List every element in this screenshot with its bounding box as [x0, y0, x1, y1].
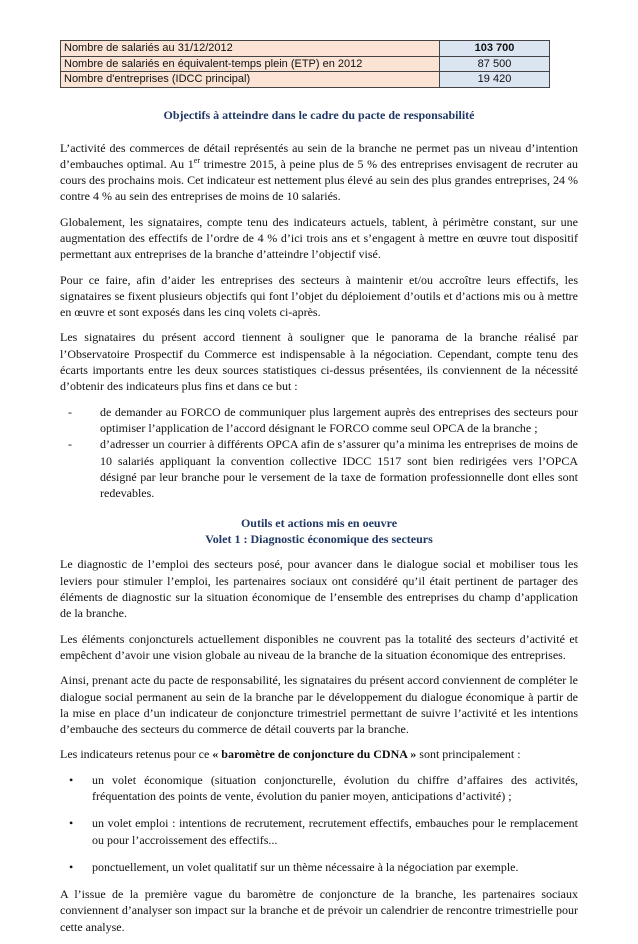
paragraph: Le diagnostic de l’emploi des secteurs posé, pour avancer dans le dialogue social et mobiliser tous les leviers pour stimuler l’emploi, les partenaires sociaux ont considéré qu’il était pertinent de partager des éléments de diagnostic sur la situation économique de l’ensemble des entreprises du champ d’application de la branche. [60, 557, 578, 621]
section-heading-block [60, 515, 578, 547]
table-cell: Nombre d'entreprises (IDCC principal) [61, 72, 440, 88]
list-item [60, 815, 578, 848]
section-heading-volet1: Volet 1 : Diagnostic économique des secteurs [205, 532, 433, 547]
paragraph: Les signataires du présent accord tiennent à souligner que le panorama de la branche réalisé par l’Observatoire Prospectif du Commerce est indispensable à la négociation. Cependant, compte tenu des écarts importants entre les deux sources statistiques ci-dessus présentées, ils conviennent de la nécessité d’obtenir des indicateurs plus fins et dans ce but : [60, 330, 578, 394]
list-item [60, 859, 578, 875]
list-item [60, 404, 578, 437]
paragraph-text: L’activité des commerces de détail représentés au sein de la branche ne permet pas un niveau d’intention d’embauches optimal. Au 1 [60, 140, 578, 171]
paragraph-text: trimestre 2015, à peine plus de 5 % des entreprises envisagent de recruter au cours des prochains mois. Cet indicateur est nettement plus élevé au sein des plus grandes entreprises, 24 % contre 4 % au sein des entreprises de moins de 10 salariés. [60, 156, 578, 204]
paragraph-text: sont principalement : [416, 747, 521, 762]
document-page [60, 40, 578, 944]
table-cell: Nombre de salariés au 31/12/2012 [61, 41, 440, 57]
list-item-text: de demander au FORCO de communiquer plus largement auprès des entreprises des secteurs pour optimiser l’application de l’accord désignant le FORCO comme seul OPCA de la branche ; [100, 404, 578, 435]
list-item-text: ponctuellement, un volet qualitatif sur un thème nécessaire à la négociation par exemple. [92, 859, 519, 874]
table-cell: 103 700 [440, 41, 550, 57]
paragraph [60, 140, 578, 205]
paragraph: Les éléments conjoncturels actuellement disponibles ne couvrent pas la totalité des secteurs d’activité et empêchent d’avoir une vision globale au niveau de la branche de la situation économique des entreprises. [60, 631, 578, 662]
bullet-marker: • [69, 859, 74, 874]
table-cell: Nombre de salariés en équivalent-temps plein (ETP) en 2012 [61, 56, 440, 72]
bullet-marker: • [69, 816, 74, 831]
stats-table [60, 40, 550, 88]
dash-marker: - [68, 404, 72, 419]
barometer-name: « baromètre de conjoncture du CDNA » [212, 747, 417, 762]
table-row [61, 72, 550, 88]
table-cell: 19 420 [440, 72, 550, 88]
paragraph: Pour ce faire, afin d’aider les entreprises des secteurs à maintenir et/ou accroître leurs effectifs, les signataires se fixent plusieurs objectifs qui font l’objet du déploiement d’outils et d’actions mis ou à mettre en œuvre et sont exposés dans les cinq volets ci-après. [60, 272, 578, 320]
bullet-list [60, 772, 578, 875]
list-item-text: d’adresser un courrier à différents OPCA afin de s’assurer qu’a minima les entreprises de moins de 10 salariés appliquant la convention collective IDCC 1517 sont bien redirigées vers l’OPCA désigné par leur branche pour le versement de la taxe de formation professionnelle dont elles sont redevables. [100, 437, 578, 501]
paragraph: Ainsi, prenant acte du pacte de responsabilité, les signataires du présent accord conviennent de compléter le dialogue social permanent au sein de la branche par le développement du dialogue économique à partir de la mise en place d’un indicateur de conjoncture trimestriel permettant de suivre l’activité et les intentions d’embauche des secteurs du commerce de détail couverts par la branche. [60, 673, 578, 737]
list-item [60, 772, 578, 805]
paragraph: Globalement, les signataires, compte tenu des indicateurs actuels, tablent, à périmètre constant, sur une augmentation des effectifs de l’ordre de 4 % d’ici trois ans et s’engagent à mettre en œuvre tout dispositif permettant aux entreprises de la branche d’atteindre l’objectif visé. [60, 214, 578, 262]
table-row [61, 41, 550, 57]
dash-marker: - [68, 437, 72, 452]
superscript: er [193, 155, 200, 165]
dash-list [60, 404, 578, 502]
table-row [61, 56, 550, 72]
section-heading-objectifs: Objectifs à atteindre dans le cadre du pacte de responsabilité [163, 107, 475, 122]
list-item [60, 436, 578, 501]
bullet-marker: • [69, 772, 74, 787]
paragraph [60, 746, 578, 762]
paragraph: A l’issue de la première vague du baromètre de conjoncture de la branche, les partenaires sociaux conviennent d’analyser son impact sur la branche et de prévoir un calendrier de rencontre trimestrielle pour cette analyse. [60, 887, 578, 934]
list-item-text: un volet économique (situation conjoncturelle, évolution du chiffre d’affaires des activités, fréquentation des points de vente, évolution du panier moyen, anticipations d’activité) ; [92, 772, 578, 803]
paragraph-text: Les indicateurs retenus pour ce [60, 747, 213, 762]
section-heading-outils: Outils et actions mis en oeuvre [240, 516, 398, 531]
table-cell: 87 500 [440, 56, 550, 72]
list-item-text: un volet emploi : intentions de recrutement, recrutement effectifs, embauches pour le remplacement ou pour l’accroissement des effectifs... [92, 816, 578, 847]
